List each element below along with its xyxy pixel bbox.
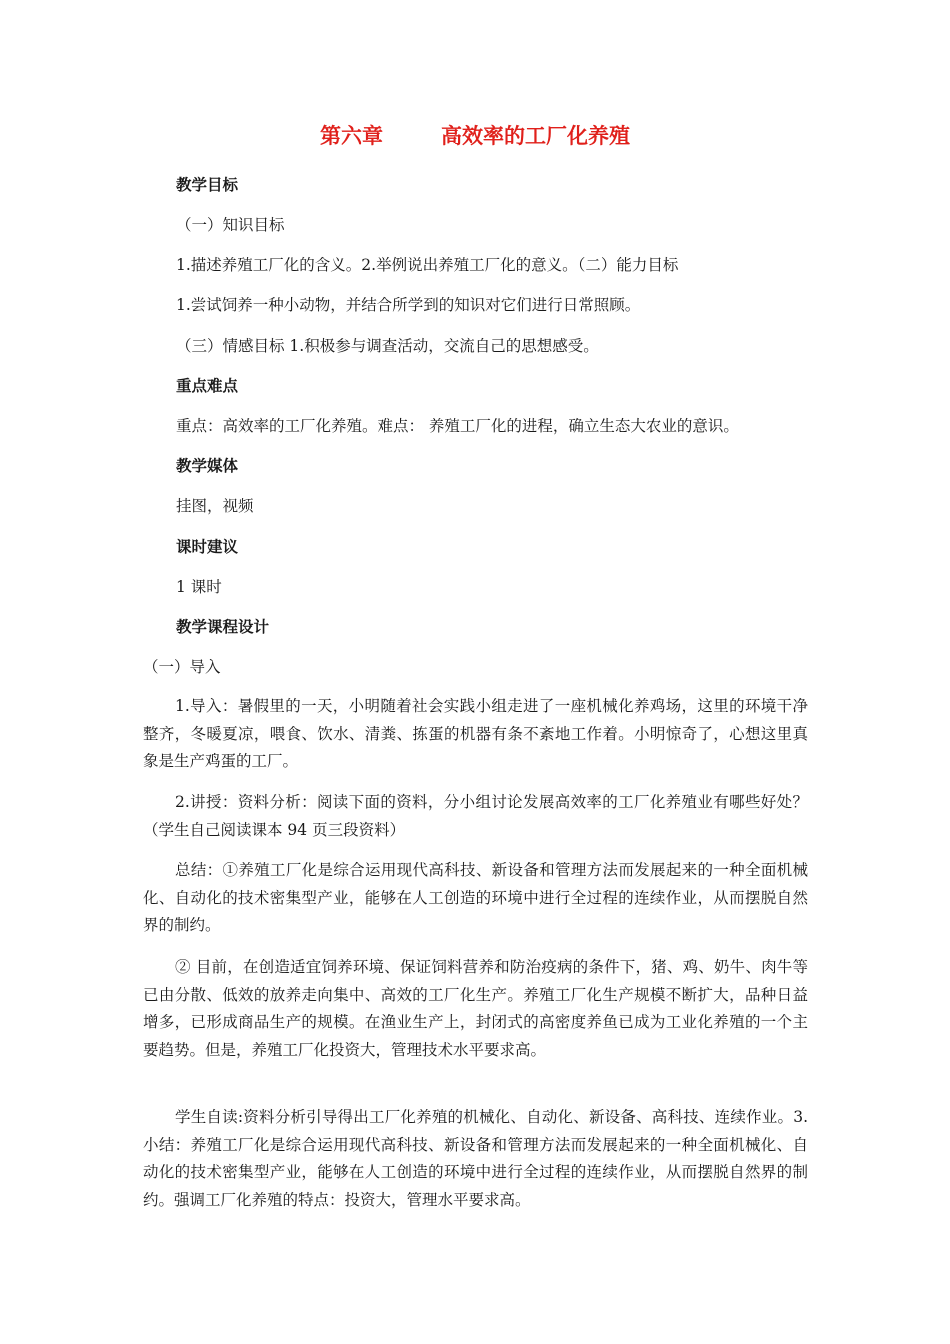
knowledge-heading: （一）知识目标 — [176, 216, 285, 234]
chapter-number: 第六章 — [320, 124, 383, 148]
ability-line: 1.尝试饲养一种小动物，并结合所学到的知识对它们进行日常照顾。 — [176, 296, 641, 314]
media-heading: 教学媒体 — [176, 457, 239, 475]
chapter-title — [0, 120, 950, 150]
paragraph-summary-1: 总结：①养殖工厂化是综合运用现代高科技、新设备和管理方法而发展起来的一种全面机械化、自动化的技术密集型产业，能够在人工创造的环境中进行全过程的连续作业，从而摆脱自然界的制约。 — [143, 861, 808, 934]
hours-heading: 课时建议 — [176, 538, 239, 556]
media-line: 挂图，视频 — [176, 497, 254, 515]
key-line: 重点：高效率的工厂化养殖。难点： 养殖工厂化的进程，确立生态大农业的意识。 — [176, 417, 739, 435]
design-heading: 教学课程设计 — [176, 618, 270, 636]
knowledge-line: 1.描述养殖工厂化的含义。2.举例说出养殖工厂化的意义。（二）能力目标 — [176, 256, 679, 274]
key-heading: 重点难点 — [176, 377, 239, 395]
paragraph-summary-2: ② 目前，在创造适宜饲养环境、保证饲料营养和防治疫病的条件下，猪、鸡、奶牛、肉牛等已由分散、低效的放养走向集中、高效的工厂化生产。养殖工厂化生产规模不断扩大，品种日益增多，已形成商品生产的规模。在渔业生产上，封闭式的高密度养鱼已成为工业化养殖的一个主要趋势。但是，养殖工厂化投资大，管理技术水平要求高。 — [143, 958, 808, 1059]
chapter-name: 高效率的工厂化养殖 — [441, 124, 630, 148]
paragraph-lecture: 2.讲授：资料分析：阅读下面的资料，分小组讨论发展高效率的工厂化养殖业有哪些好处？（学生自己阅读课本 94 页三段资料） — [143, 793, 808, 839]
hours-line: 1 课时 — [176, 578, 222, 596]
paragraph-intro: 1.导入：暑假里的一天，小明随着社会实践小组走进了一座机械化养鸡场，这里的环境干净整齐，冬暖夏凉，喂食、饮水、清粪、拣蛋的机器有条不紊地工作着。小明惊奇了，心想这里真象是生产鸡蛋的工厂。 — [143, 697, 808, 770]
objectives-heading: 教学目标 — [176, 176, 239, 194]
intro-heading: （一）导入 — [143, 658, 221, 676]
emotion-line: （三）情感目标 1.积极参与调查活动，交流自己的思想感受。 — [176, 337, 599, 355]
paragraph-self-reading: 学生自读:资料分析引导得出工厂化养殖的机械化、自动化、新设备、高科技、连续作业。3.小结：养殖工厂化是综合运用现代高科技、新设备和管理方法而发展起来的一种全面机械化、自动化的技术密集型产业，能够在人工创造的环境中进行全过程的连续作业，从而摆脱自然界的制约。强调工厂化养殖的特点：投资大，管理水平要求高。 — [143, 1108, 808, 1209]
